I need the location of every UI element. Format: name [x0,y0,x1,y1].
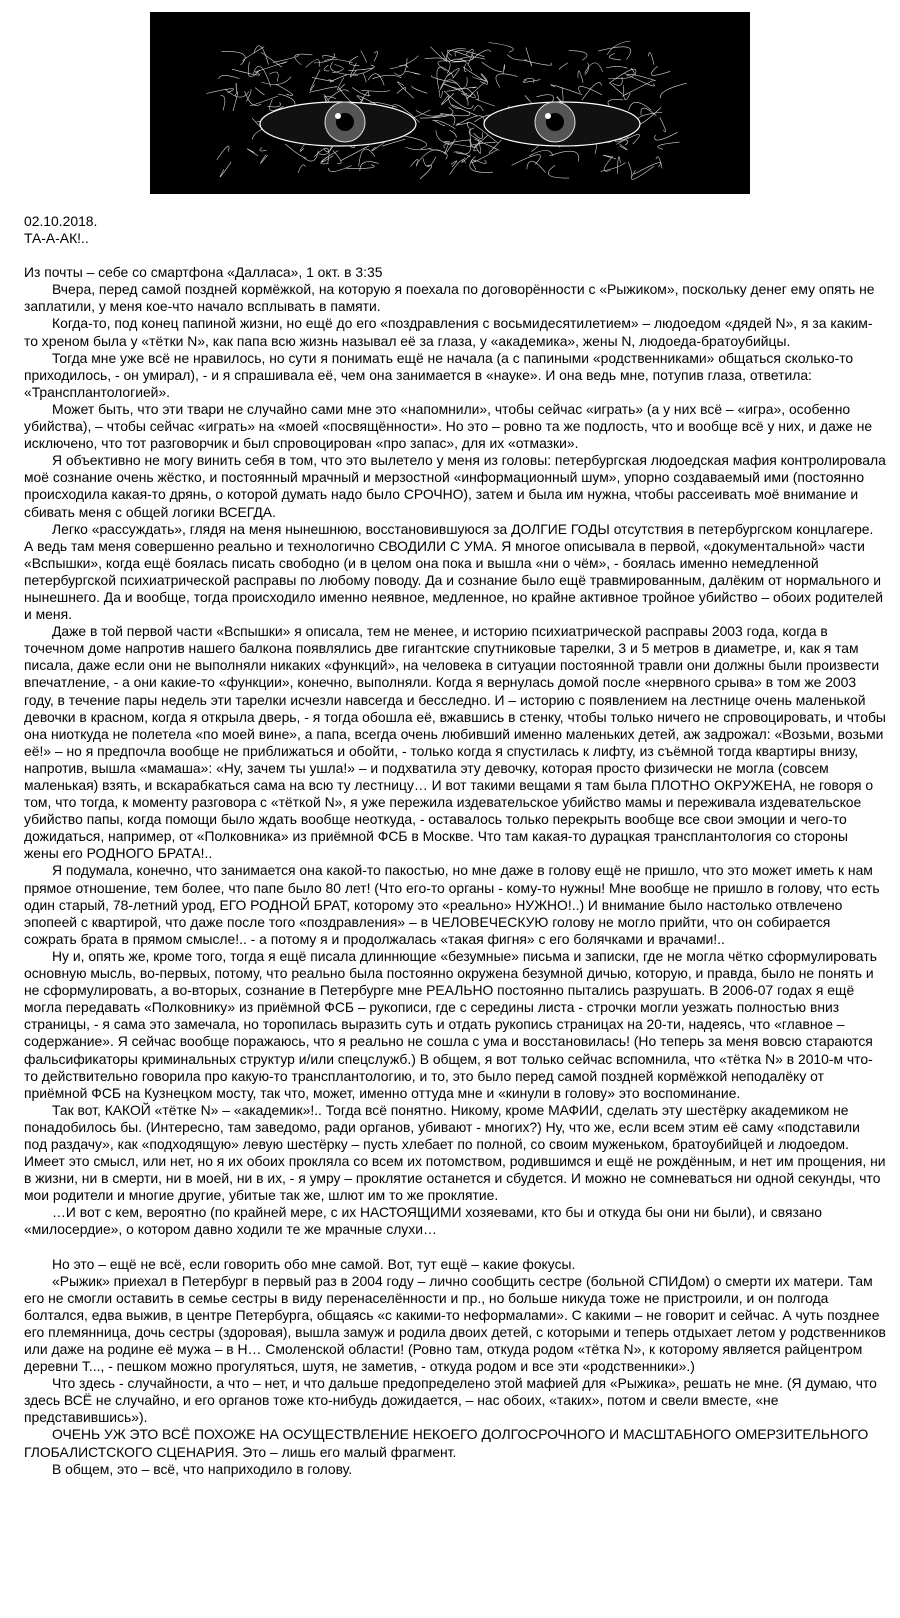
paragraph: Я объективно не могу винить себя в том, что это вылетело у меня из головы: петербургская людоедская мафия контролировала моё сознание очень жёстко, и постоянный мрачный и мерзостной «информационный шум», упорно создаваемый ими (постоянно происходила какая-то дрянь, о которой думать надо было СРОЧНО), затем и была им нужна, чтобы рассеивать моё внимание и сбивать меня с общей логики ВСЕГДА. [24,452,886,520]
paragraph: Вчера, перед самой поздней кормёжкой, на которую я поехала по договорённости с «Рыжиком», поскольку денег ему опять не заплатили, у меня кое-что начало всплывать в памяти. [24,281,875,315]
paragraph: В общем, это – всё, что наприходило в голову. [52,1460,353,1477]
paragraph: ОЧЕНЬ УЖ ЭТО ВСЁ ПОХОЖЕ НА ОСУЩЕСТВЛЕНИЕ НЕКОЕГО ДОЛГОСРОЧНОГО И МАСШТАБНОГО ОМЕРЗИТЕЛЬНОГО ГЛОБАЛИСТСКОГО СЦЕНАРИЯ. Это – лишь его малый фрагмент. [24,1426,869,1460]
document-date: 02.10.2018. [24,213,98,229]
paragraph: Ну и, опять же, кроме того, тогда я ещё писала длиннющие «безумные» письма и записки, где не могла чётко сформулировать основную мысль, во-первых, потому, что реально была постоянно окружена безумной дичью, которую, и правда, было не понять и не сформулировать, а во-вторых, сознание в Петербурге мне РЕАЛЬНО постоянно пытались разрушать. В 2006-07 годах я ещё могла передавать «Полковнику» из приёмной ФСБ – рукописи, где с середины листа - строчки могли уезжать полностью вниз страницы, - я сама это замечала, но торопилась выразить суть и отдать рукопись страницах на 20-ти, надеясь, что «главное – содержание». Я сейчас вообще поражаюсь, что я реально не сошла с ума и восстановилась! (Но теперь за меня вовсю стараются фальсификаторы криминальных структур и/или спецслужб.) В общем, я вот только сейчас вспомнила, что «тётка N» в 2010-м что-то действительно говорила про какую-то трансплантологию, и то, это было перед самой поздней кормёжкой неподалёку от приёмной ФСБ на Кузнецком мосту, так что, может, именно оттуда мне и «кинули в голову» это воспоминание. [24,947,877,1101]
paragraph: Но это – ещё не всё, если говорить обо мне самой. Вот, тут ещё – какие фокусы. [52,1255,576,1272]
document-heading: ТА-А-АК!.. [24,230,89,247]
paragraph: Когда-то, под конец папиной жизни, но ещё до его «поздравления с восьмидесятилетием» – людоедом «дядей N», я за каким-то хреном была у «тётки N», как папа всю жизнь называл её за глаза, у «академика», жены N, людоеда-братоубийцы. [24,315,873,349]
paragraph: Легко «рассуждать», глядя на меня нынешнюю, восстановившуюся за ДОЛГИЕ ГОДЫ отсутствия в петербургском концлагере. А ведь там меня совершенно реально и технологично СВОДИЛИ С УМА. Я многое описывала в первой, «документальной» части «Вспышки», когда ещё боялась писать свободно (и в целом она пока и вышла «ни о чём», - боялась именно немедленной петербургской психиатрической расправы по любому поводу. Да и сознание было ещё травмированным, далёким от нормального и нынешнего. Да и вообще, тогда происходило именно неявное, медленное, но крайне активное тройное убийство – обоих родителей и меня. [24,520,884,623]
paragraph: Я подумала, конечно, что занимается она какой-то пакостью, но мне даже в голову ещё не пришло, что это может иметь к нам прямое отношение, тем более, что папе было 80 лет! (Что его-то органы - кому-то нужны! Мне вообще не пришло в голову, что есть один старый, 78-летний урод, ЕГО РОДНОЙ БРАТ, которому это «реально» НУЖНО!..) И внимание было настолько отвлечено эпопеей с квартирой, что даже после того «поздравления» – в ЧЕЛОВЕЧЕСКУЮ голову не могло прийти, что он собирается сожрать брата в прямом смысле!.. - а потому я и продолжалась «такая фигня» с его болячками и врачами!.. [24,862,880,947]
blank-line [24,1239,886,1256]
paragraph: Тогда мне уже всё не нравилось, но сути я понимать ещё не начала (а с папиными «родственниками» общаться сколько-то приходилось, - он умирал), - и я спрашивала её, чем она занимается в «науке». И она ведь мне, потупив глаза, ответила: «Трансплантологией». [24,349,854,400]
paragraph: Что здесь - случайности, а что – нет, и что дальше предопределено этой мафией для «Рыжика», решать не мне. (Я думаю, что здесь ВСЁ не случайно, и его органов тоже кто-нибудь дожидается, – нас обоих, «таких», потом и свели вместе, «не представившись»). [24,1375,877,1426]
paragraph: …И вот с кем, вероятно (по крайней мере, с их НАСТОЯЩИМИ хозяевами, кто бы и откуда бы они ни были), и связано «милосердие», о котором давно ходили те же мрачные слухи… [24,1204,823,1238]
paragraph: «Рыжик» приехал в Петербург в первый раз в 2004 году – лично сообщить сестре (больной СПИДом) о смерти их матери. Там его не смогли оставить в семье сестры в виду перенаселённости и пр., но больше никуда тоже не пристроили, и он полгода болтался, едва выжив, в центре Петербурга, общаясь «с какими-то неформалами». С какими – не говорит и сейчас. А чуть позднее его племянница, дочь сестры (здоровая), вышла замуж и родила двоих детей, с которыми и теперь отдыхает летом у родственников или даже на родине её мужа – в Н… Смоленской области! (Ровно там, откуда родом «тётка N», к которому является райцентром деревни Т..., - пешком можно прогуляться, шутя, не заметив, - откуда родом и все эти «родственники».) [24,1272,886,1375]
eyes-image-icon [150,12,750,194]
document-body [24,213,886,1478]
source-line: Из почты – себе со смартфона «Далласа», 1 окт. в 3:35 [24,264,383,281]
paragraph: Может быть, что эти твари не случайно сами мне это «напомнили», чтобы сейчас «играть» (а у них всё – «игра», особенно убийства), – чтобы сейчас «играть» на «моей «посвящённости». Но это – ровно та же подлость, что и вообще всё у них, и даже не исключено, что тот разговорчик и был спровоцирован «про запас», для их «отмазки». [24,400,873,452]
blank-line [24,247,886,264]
paragraph: Так вот, КАКОЙ «тётке N» – «академик»!.. Тогда всё понятно. Никому, кроме МАФИИ, сделать эту шестёрку академиком не понадобилось бы. (Интересно, там заведомо, ради органов, убивают - многих?) Ну, что же, если всем этим её саму «подставили под раздачу», как «подходящую» левую шестёрку – пусть хлебает по полной, со своим муженьком, братоубийцей и людоедом. Имеет это смысл, или нет, но я их обоих прокляла со всем их потомством, родившимся и ещё не рождённым, и нет им прощения, ни в жизни, ни в смерти, ни в моей, ни в их, - я умру – проклятие останется и сбудется. И можно не сомневаться ни одной секунды, что мои родители и многие другие, убитые так же, шлют им то же проклятие. [24,1101,886,1204]
eyes-banner-image [150,12,750,194]
paragraph: Даже в той первой части «Вспышки» я описала, тем не менее, и историю психиатрической расправы 2003 года, когда в точечном доме напротив нашего балкона появлялись две гигантские спутниковые тарелки, 3 и 5 метров в диаметре, и, как я там писала, даже если они не выполняли никаких «функций», на человека в ситуации постоянной травли они должны были произвести впечатление, - а они какие-то «функции», конечно, выполняли. Когда я вернулась домой после «нервного срыва» в том же 2003 году, в течение пары недель эти тарелки исчезли навсегда и бесследно. И – историю с появлением на лестнице очень маленькой девочки в красном, когда я открыла дверь, - я тогда обошла её, вжавшись в стенку, чтобы только ничего не спровоцировать, и чтобы она ниоткуда не полетела «по моей вине», а папа, всегда очень любивший именно маленьких детей, аж задрожал: «Возьми, возьми её!» – но я предпочла вообще не приближаться и обойти, - только когда я спустилась к лифту, из съёмной тогда квартиры внизу, напротив, вышла «мамаша»: «Ну, зачем ты ушла!» – и подхватила эту девочку, которая просто физически не могла (совсем маленькая) взять, и вскарабкаться сама на всю ту лестницу… И вот такими вещами я там была ПЛОТНО ОКРУЖЕНА, не говоря о том, что тогда, к моменту разговора с «тёткой N», я уже пережила издевательское убийство мамы и переживала издевательское убийство папы, когда помощи было ждать вообще неоткуда, - оставалось только перекрыть вообще все свои эмоции и чего-то дожидаться, например, от «Полковника» из приёмной ФСБ в Москве. Что там какая-то дурацкая трансплантология со стороны жены его РОДНОГО БРАТА!.. [24,623,886,862]
